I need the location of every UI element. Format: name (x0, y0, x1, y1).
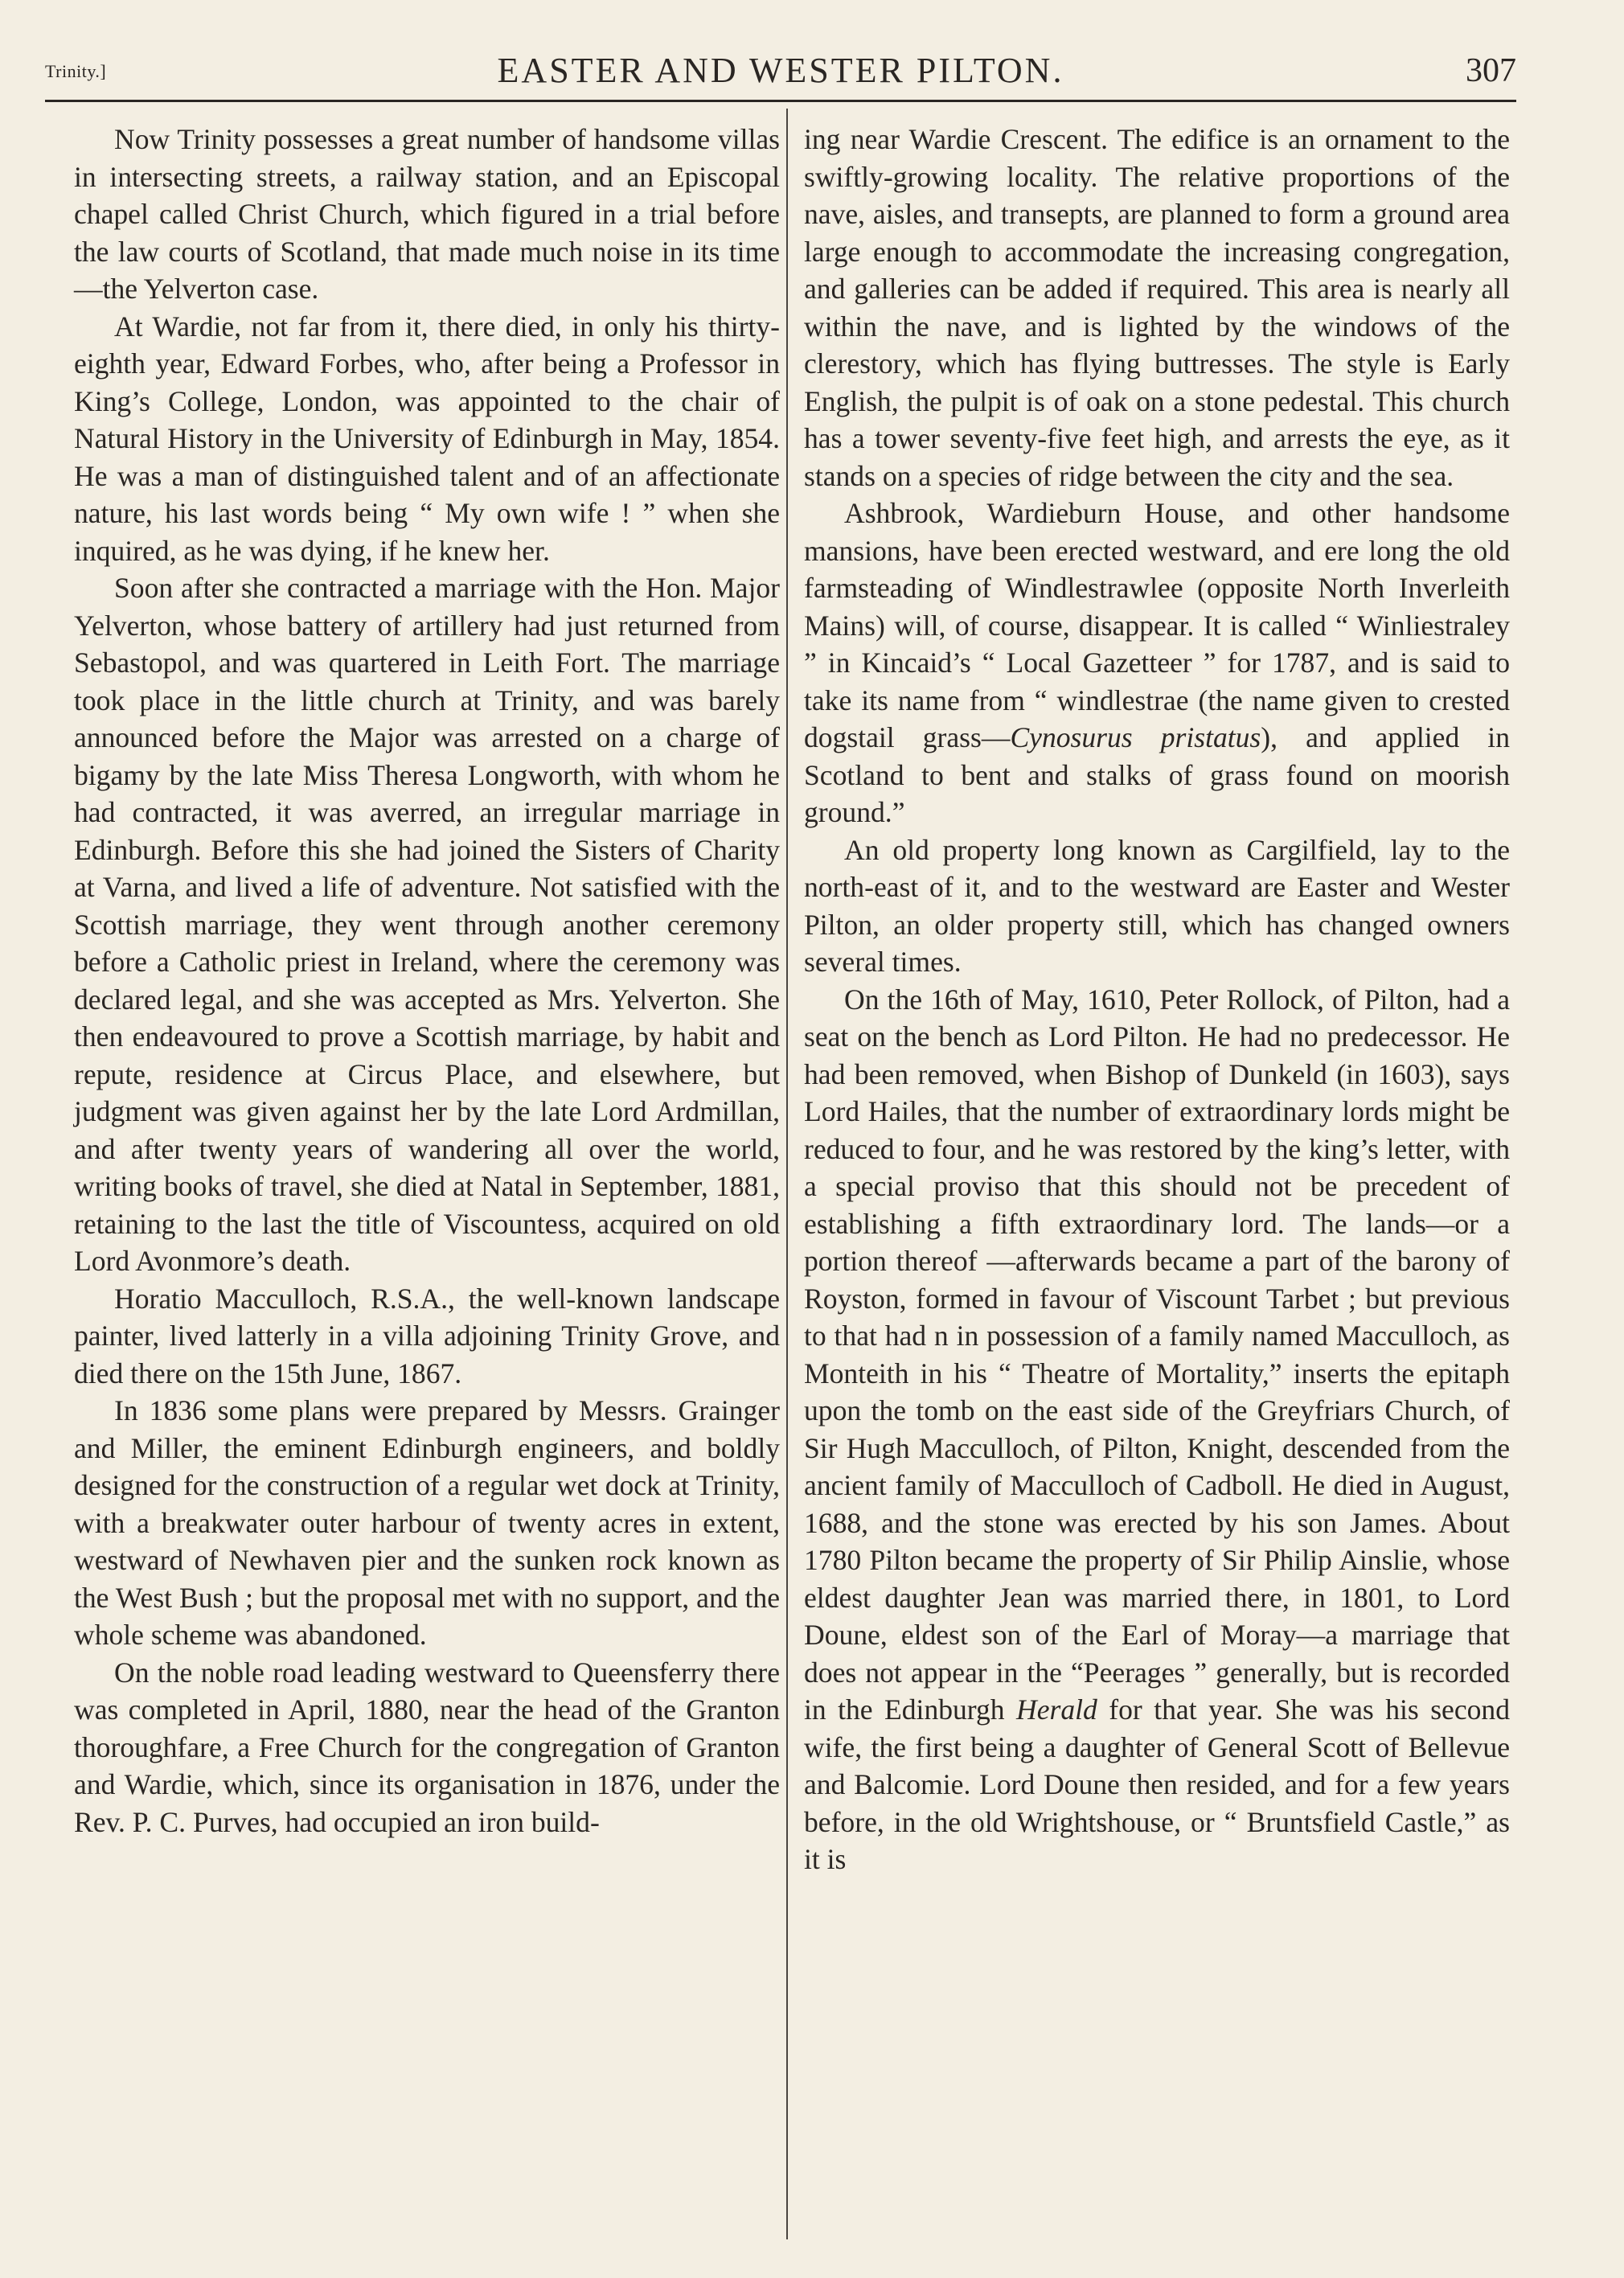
page-number: 307 (1466, 52, 1516, 89)
column-divider (786, 109, 788, 2239)
section-label: Trinity.] (45, 61, 107, 81)
paragraph-yelverton-marriage: Soon after she contracted a marriage with the Hon. Major Yelverton, whose battery of artillery had just returned from Sebastopol, and was quartered in Leith Fort. The marriage took place in the little church at Trinity, and was barely announced before the Major was arrested on a charge of bigamy by the late Miss Theresa Longworth, with whom he had contracted, it was averred, an irregular marriage in Edinburgh. Before this she had joined the Sisters of Charity at Varna, and lived a life of adventure. Not satisfied with the Scottish marriage, they went through another ceremony before a Catholic priest in Ireland, where the ceremony was declared legal, and she was accepted as Mrs. Yelverton. She then endeavoured to prove a Scottish marriage, by habit and repute, residence at Circus Place, and elsewhere, but judgment was given against her by the late Lord Ardmillan, and after twenty years of wandering all over the world, writing books of travel, she died at Natal in September, 1881, retaining to the last the title of Viscountess, acquired on old Lord Avonmore’s death. (74, 572, 780, 1277)
paragraph-text: ), and applied in Scotland to bent and stalks of grass found on moorish ground.” (804, 721, 1510, 828)
paragraph-horatio-macculloch: Horatio Macculloch, R.S.A., the well-known landscape painter, lived latterly in a villa adjoining Trinity Grove, and died there on the 15th June, 1867. (74, 1282, 780, 1389)
paragraph-trinity-villas: Now Trinity possesses a great number of handsome villas in intersecting streets, a railway station, and an Episcopal chapel called Christ Church, which figured in a trial before the law courts of Scotland, that made much noise in its time—the Yelverton case. (74, 123, 780, 305)
paragraph-wet-dock-plans: In 1836 some plans were prepared by Messrs. Grainger and Miller, the eminent Edinburgh engineers, and boldly designed for the construction of a regular wet dock at Trinity, with a breakwater outer harbour of twenty acres in extent, westward of Newhaven pier and the sunken rock known as the West Bush ; but the proposal met with no support, and the whole scheme was abandoned. (74, 1394, 780, 1651)
italic-newspaper-name: Herald (1016, 1693, 1097, 1726)
paragraph-free-church: On the noble road leading westward to Queensferry there was completed in April, 1880, near the head of the Granton thoroughfare, a Free Church for the congregation of Granton and Wardie, which, since its organisation in 1876, under the Rev. P. C. Purves, had occupied an iron build- (74, 1656, 780, 1838)
paragraph-text: On the 16th of May, 1610, Peter Rollock, of Pilton, had a seat on the bench as Lord Pilton. He had no predecessor. He had been removed, when Bishop of Dunkeld (in 1603), says Lord Hailes, that the number of extraordinary lords might be reduced to four, and he was restored by the king’s letter, with a special proviso that this should not be precedent of establishing a fifth extraordinary lord. The lands—or a portion thereof —afterwards became a part of the barony of Royston, formed in favour of Viscount Tarbet ; but previous to that had n in possession of a family named Macculloch, as Monteith in his “ Theatre of Mortality,” inserts the epitaph upon the tomb on the east side of the Greyfriars Church, of Sir Hugh Macculloch, of Pilton, Knight, descended from the ancient family of Macculloch of Cadboll. He died in August, 1688, and the stone was erected by his son James. About 1780 Pilton became the property of Sir Philip Ainslie, whose eldest daughter Jean was married there, in 1801, to Lord Doune, eldest son of the Earl of Moray—a marriage that does not appear in the “Peerages ” generally, but is recorded in the Edinburgh (804, 983, 1510, 1726)
paragraph-text: for that year. She was his second wife, the first being a daughter of General Scott of Bellevue and Balcomie. Lord Doune then resided, and for a few years before, in the old Wrightshouse, or “ Bruntsfield Castle,” as it is (804, 1693, 1510, 1875)
page-title: EASTER AND WESTER PILTON. (497, 51, 1064, 90)
left-column (74, 121, 780, 1841)
header-rule (45, 100, 1516, 102)
italic-species-name: Cynosurus pristatus (1010, 721, 1261, 753)
paragraph-cargilfield: An old property long known as Cargilfield, lay to the north-east of it, and to the westward are Easter and Wester Pilton, an older property still, which has changed owners several times. (804, 833, 1510, 978)
paragraph-pilton-history (804, 981, 1510, 1878)
paragraph-edward-forbes: At Wardie, not far from it, there died, in only his thirty-eighth year, Edward Forbes, who, after being a Professor in King’s College, London, was appointed to the chair of Natural History in the University of Edinburgh in May, 1854. He was a man of distinguished talent and of an affectionate nature, his last words being “ My own wife ! ” when she inquired, as he was dying, if he knew her. (74, 310, 780, 567)
paragraph-text: Ashbrook, Wardieburn House, and other handsome mansions, have been erected westward, and ere long the old farmsteading of Windlestrawlee (opposite North Inverleith Mains) will, of course, disappear. It is called “ Winliestraley ” in Kincaid’s “ Local Gazetteer ” for 1787, and is said to take its name from “ windlestrae (the name given to crested dogstail grass— (804, 497, 1510, 753)
running-header (45, 50, 1516, 98)
paragraph-church-description: ing near Wardie Crescent. The edifice is an ornament to the swiftly-growing locality. The relative proportions of the nave, aisles, and transepts, are planned to form a ground area large enough to accommodate the increasing congregation, and galleries can be added if required. This area is nearly all within the nave, and is lighted by the windows of the clerestory, which has flying buttresses. The style is Early English, the pulpit is of oak on a stone pedestal. This church has a tower seventy-five feet high, and arrests the eye, as it stands on a species of ridge between the city and the sea. (804, 123, 1510, 492)
paragraph-windlestrawlee (804, 495, 1510, 831)
right-column (804, 121, 1510, 1878)
